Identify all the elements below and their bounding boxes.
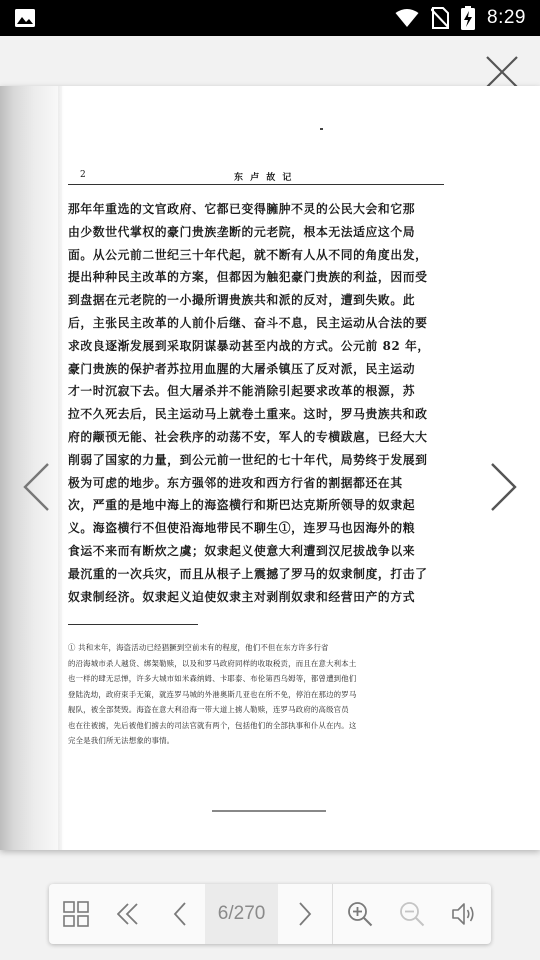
body-line: 次，严重的是地中海上的海盗横行和斯巴达克斯所领导的奴隶起 [68,498,416,513]
body-line: 府的颟顸无能、社会秩序的动荡不安，军人的专横跋扈，已经大大 [68,429,428,444]
gallery-notification-icon [14,8,36,28]
scan-mark [212,810,326,812]
footnote-line: 舰队，被全部焚毁。海盗在意大利沿海一带大道上掳人勒赎，连罗马政府的高级官员 [68,705,349,714]
speaker-icon [451,902,477,926]
body-line: 提出种种民主改革的方案，但都因为触犯豪门贵族的利益，因而受 [68,270,428,285]
body-line: 奴隶制经济。奴隶起义迫使奴隶主对剥削奴隶和经营田产的方式 [68,589,416,604]
next-page-button[interactable] [278,884,332,944]
body-line: 极为可虑的地步。东方强邻的进攻和西方行省的割据都还在其 [68,475,403,490]
wifi-icon [395,8,419,28]
previous-page-button[interactable] [155,884,205,944]
footnote [68,640,448,749]
footnote-line: 也在往被掳，先后被他们掳去的司法官就有两个，包括他们的全部执事和仆从在内。这 [68,720,357,730]
grid-icon [63,901,89,927]
first-page-button[interactable] [101,884,155,944]
footnote-line: ① 共和末年，海盗活动已经猖獗到空前未有的程度，他们不但在东方许多行省 [68,643,329,652]
body-line: 拉不久死去后，民主运动马上就卷土重来。这时，罗马贵族共和政 [68,407,428,422]
chevron-left-icon [173,902,187,926]
page-counter[interactable]: 6/270 [205,884,279,944]
running-header [68,170,444,184]
battery-charging-icon [461,6,475,30]
status-bar [0,0,540,36]
close-icon[interactable] [484,54,520,90]
body-line: 才一时沉寂下去。但大屠杀并不能消除引起要求改革的根源，苏 [68,384,416,399]
body-line: 削弱了国家的力量，到公元前一世纪的七十年代，局势终于发展到 [68,452,428,467]
footnote-line: 的沿海城市杀人越货、绑架勒赎，以及和罗马政府同样的收取税贡，而且在意大利本土 [68,658,357,668]
footnote-rule [68,624,198,625]
body-text [68,198,448,608]
body-line: 最沉重的一次兵灾，而且从根子上震撼了罗马的奴隶制度，打击了 [68,566,428,581]
running-title: 东 卢 故 记 [234,173,294,183]
body-line: 到盘据在元老院的一小撮所谓贵族共和派的反对，遭到失败。此 [68,293,416,308]
status-time: 8:29 [487,7,526,28]
header-rule [68,184,444,185]
footnote-line: 也一样的肆无忌惮，许多大城市如米森纳姆、卡耶泰、布伦第西乌姆等，都曾遭到他们 [68,674,357,683]
page-number: 2 [80,170,86,180]
footnote-line: 完全是我们所无法想象的事情。 [68,736,175,745]
viewer-top-bar [0,36,540,88]
footnote-line: 登陆洗劫，政府束手无策，就连罗马城的外港奥斯几亚也在所不免，停泊在那边的罗马 [68,689,357,699]
no-sim-icon [431,7,449,29]
read-aloud-button[interactable] [437,884,491,944]
reader-toolbar [49,884,491,944]
body-line: 那年年重选的文官政府、它都已变得臃肿不灵的公民大会和它那 [68,202,416,216]
chevron-right-icon [298,902,312,926]
zoom-in-icon [347,901,373,927]
zoom-in-button[interactable] [333,884,387,944]
body-line: 食运不来而有断炊之虞；奴隶起义使意大利遭到汉尼拔战争以来 [68,543,416,558]
body-line: 义。海盗横行不但使沿海地带民不聊生①，连罗马也因海外的粮 [68,521,416,536]
previous-page-arrow-icon[interactable] [22,462,52,512]
body-line: 面。从公元前二世纪三十年代起，就不断有人从不同的角度出发， [68,247,428,262]
body-line: 豪门贵族的保护者苏拉用血腥的大屠杀镇压了反对派，民主运动 [68,361,416,376]
document-page[interactable] [0,86,540,850]
thumbnails-button[interactable] [51,884,101,944]
scanned-page-content [62,86,540,850]
zoom-out-button[interactable] [387,884,437,944]
body-line: 由少数世代掌权的豪门贵族垄断的元老院，根本无法适应这个局 [68,224,416,239]
body-line: 后，主张民主改革的人前仆后继、奋斗不息，民主运动从合法的要 [68,315,428,330]
double-chevron-left-icon [117,903,139,925]
next-page-arrow-icon[interactable] [488,462,518,512]
zoom-out-icon [399,901,425,927]
body-line: 求改良逐渐发展到采取阴谋暴动甚至内战的方式。公元前 82 年， [68,338,430,353]
